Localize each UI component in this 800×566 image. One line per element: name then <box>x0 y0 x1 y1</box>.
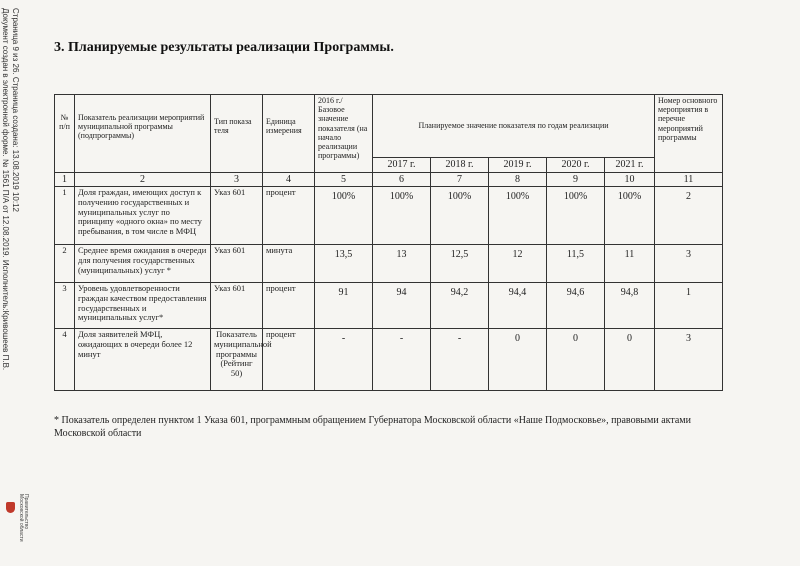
row-value: 100% <box>489 187 547 245</box>
row-value: 94,2 <box>431 283 489 329</box>
column-number: 2 <box>75 172 211 187</box>
column-number: 4 <box>263 172 315 187</box>
row-event: 1 <box>655 283 723 329</box>
row-type: Указ 601 <box>211 283 263 329</box>
header-unit: Единица измерения <box>263 95 315 173</box>
row-num: 3 <box>55 283 75 329</box>
header-year: 2019 г. <box>489 158 547 173</box>
logo-text <box>18 494 28 542</box>
row-indicator: Доля граждан, имеющих доступ к получению государственных и муниципальных услуг по принципу «одного окна» по месту пребывания, в том числе в МФЦ <box>75 187 211 245</box>
column-number: 1 <box>55 172 75 187</box>
header-year: 2018 г. <box>431 158 489 173</box>
row-indicator: Доля заявителей МФЦ, ожидающих в очереди более 12 минут <box>75 329 211 391</box>
row-value: 94,4 <box>489 283 547 329</box>
results-table <box>54 94 723 391</box>
header-indicator: Показатель реализации мероприятий муниципальной программы (подпрограммы) <box>75 95 211 173</box>
column-number: 10 <box>605 172 655 187</box>
row-base: - <box>315 329 373 391</box>
row-value: 13 <box>373 245 431 283</box>
table-row <box>55 187 723 245</box>
row-unit: процент <box>263 283 315 329</box>
row-value: 100% <box>373 187 431 245</box>
row-value: 100% <box>547 187 605 245</box>
column-number: 3 <box>211 172 263 187</box>
row-value: 12 <box>489 245 547 283</box>
header-year: 2017 г. <box>373 158 431 173</box>
row-value: 94,8 <box>605 283 655 329</box>
header-type: Тип показа теля <box>211 95 263 173</box>
row-value: 100% <box>431 187 489 245</box>
row-type: Указ 601 <box>211 187 263 245</box>
logo-text-line2: Московской области <box>18 494 24 542</box>
row-event: 2 <box>655 187 723 245</box>
row-value: 94,6 <box>547 283 605 329</box>
document-stamp-line1: Документ создан в электронной форме. № 1561 П/А от 12.08.2019. Исполнитель:Кривошеев П.В. <box>1 8 10 371</box>
row-event: 3 <box>655 329 723 391</box>
row-num: 1 <box>55 187 75 245</box>
row-base: 13,5 <box>315 245 373 283</box>
government-logo <box>6 494 34 550</box>
header-main-event: Номер основного мероприятия в перечне мероприятий программы <box>655 95 723 173</box>
row-base: 91 <box>315 283 373 329</box>
row-indicator: Уровень удовлетворенности граждан качеством предоставления государственных и муниципальных услуг* <box>75 283 211 329</box>
column-number: 5 <box>315 172 373 187</box>
table-row <box>55 329 723 391</box>
row-value: 0 <box>489 329 547 391</box>
row-value: 11 <box>605 245 655 283</box>
row-value: 100% <box>605 187 655 245</box>
footnote: * Показатель определен пунктом 1 Указа 601, программным обращением Губернатора Московской области «Наше Подмосковье», правовыми актами Московской области <box>54 415 691 439</box>
row-value: 94 <box>373 283 431 329</box>
column-number: 8 <box>489 172 547 187</box>
row-value: 0 <box>605 329 655 391</box>
header-planned: Планируемое значение показателя по годам реализации <box>373 95 655 158</box>
table-row <box>55 245 723 283</box>
row-indicator: Среднее время ожидания в очереди для получения государственных (муниципальных) услуг * <box>75 245 211 283</box>
document-stamp <box>1 8 34 428</box>
header-base: 2016 г./Базовое значение показателя (на начало реализации программы) <box>315 95 373 173</box>
column-number: 9 <box>547 172 605 187</box>
column-number: 7 <box>431 172 489 187</box>
table-row <box>55 283 723 329</box>
row-base: 100% <box>315 187 373 245</box>
row-value: - <box>373 329 431 391</box>
column-number-row <box>55 172 723 187</box>
row-value: 11,5 <box>547 245 605 283</box>
row-value: 12,5 <box>431 245 489 283</box>
row-unit: процент <box>263 329 315 391</box>
coat-of-arms-icon <box>6 502 15 513</box>
row-value: - <box>431 329 489 391</box>
row-unit: процент <box>263 187 315 245</box>
row-num: 4 <box>55 329 75 391</box>
document-stamp-line2: Страница 9 из 26. Страница создана: 13.08.2019 10:12 <box>11 8 20 212</box>
header-num: № п/п <box>55 95 75 173</box>
row-type: Указ 601 <box>211 245 263 283</box>
column-number: 11 <box>655 172 723 187</box>
row-num: 2 <box>55 245 75 283</box>
section-title: 3. Планируемые результаты реализации Программы. <box>54 40 394 55</box>
row-value: 0 <box>547 329 605 391</box>
row-event: 3 <box>655 245 723 283</box>
header-year: 2020 г. <box>547 158 605 173</box>
row-unit: минута <box>263 245 315 283</box>
column-number: 6 <box>373 172 431 187</box>
row-type: Показатель муниципальной программы (Рейтинг 50) <box>211 329 263 391</box>
header-year: 2021 г. <box>605 158 655 173</box>
logo-text-line1: Правительство <box>23 494 29 530</box>
